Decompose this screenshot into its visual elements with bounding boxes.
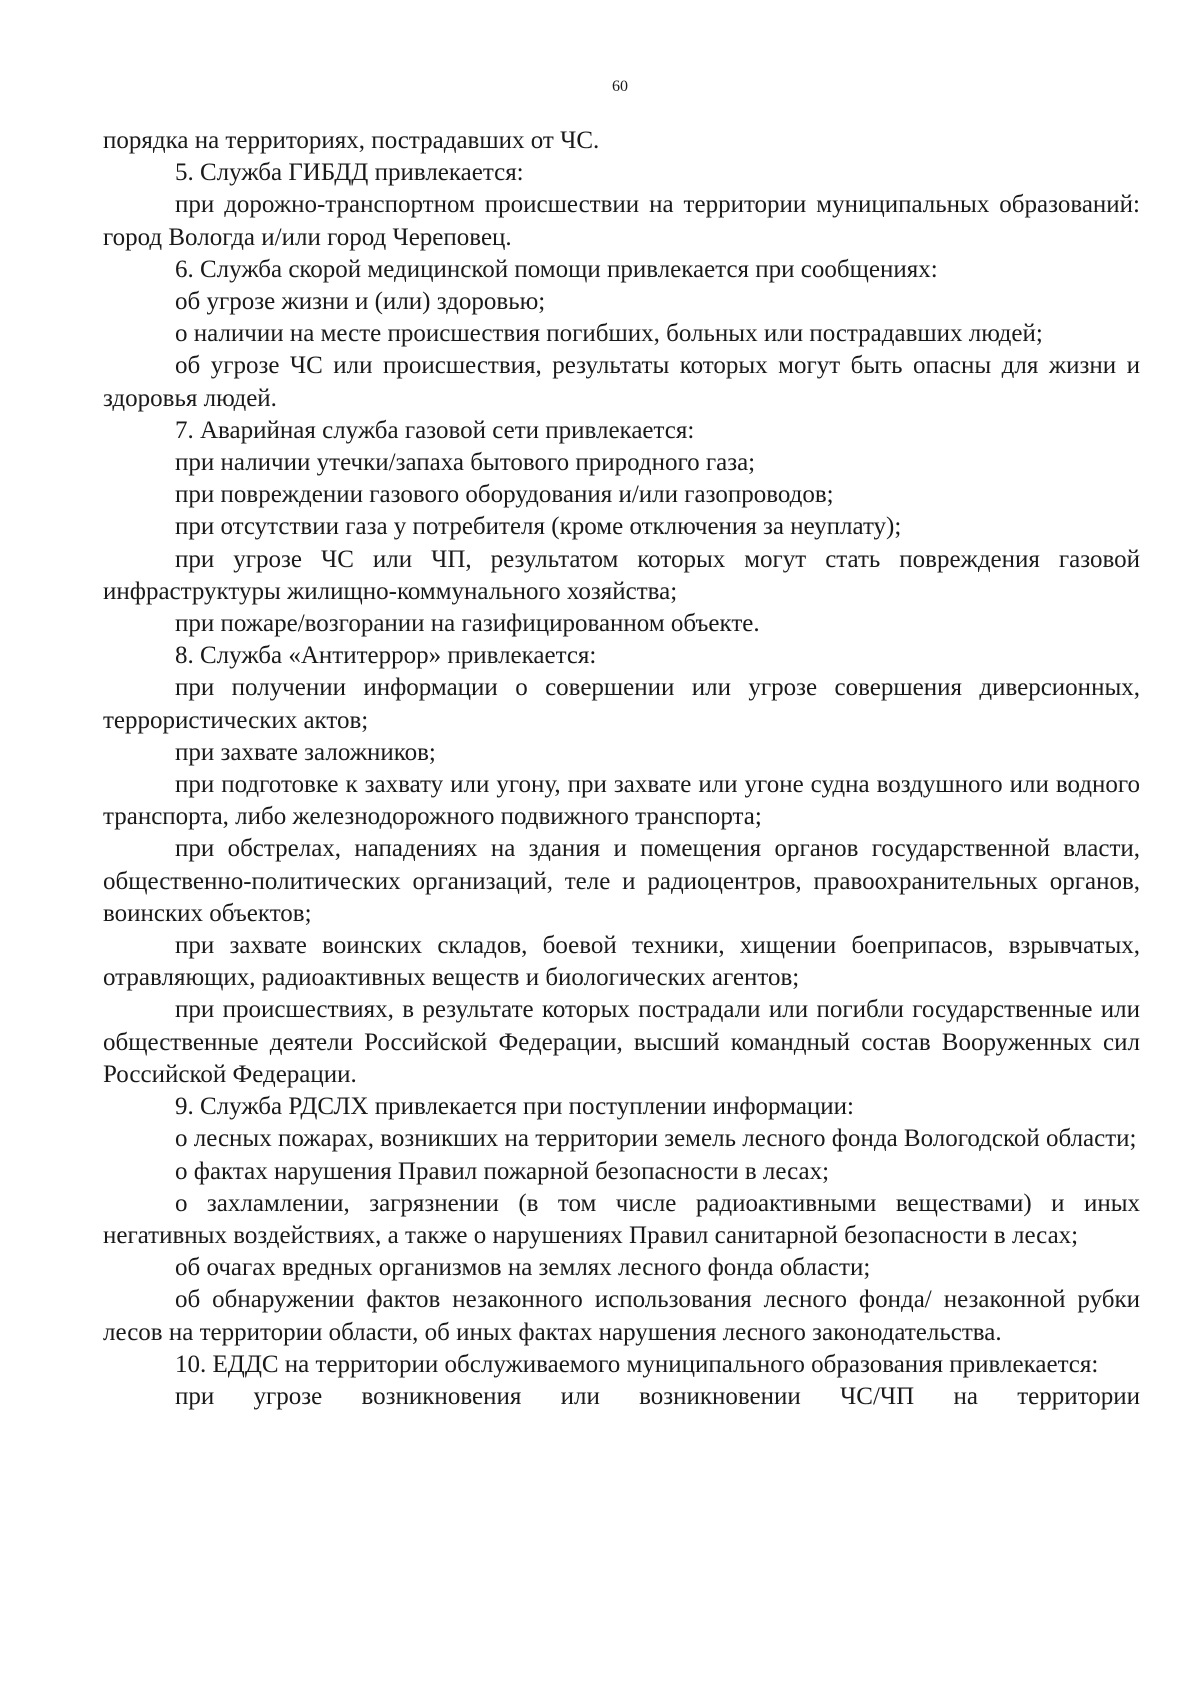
paragraph: при дорожно-транспортном происшествии на территории муниципальных образований: город Вологда и/или город Череповец. [103,191,1140,251]
page-number: 60 [612,78,628,95]
paragraph: 7. Аварийная служба газовой сети привлекается: [175,416,695,444]
paragraph: об угрозе ЧС или происшествия, результаты которых могут быть опасны для жизни и здоровья людей. [103,352,1140,412]
paragraph: при наличии утечки/запаха бытового природного газа; [175,449,756,477]
paragraph: при происшествиях, в результате которых пострадали или погибли государственные или общественные деятели Российской Федерации, высший командный состав Вооруженных сил Российской Федерации. [103,996,1140,1088]
paragraph: об угрозе жизни и (или) здоровью; [175,288,546,316]
paragraph: при подготовке к захвату или угону, при захвате или угоне судна воздушного или водного транспорта, либо железнодорожного подвижного транспорта; [103,771,1140,831]
paragraph: при отсутствии газа у потребителя (кроме отключения за неуплату); [175,513,902,541]
paragraph: при повреждении газового оборудования и/или газопроводов; [175,481,834,509]
paragraph: 6. Служба скорой медицинской помощи привлекается при сообщениях: [175,255,938,283]
paragraph: об обнаружении фактов незаконного использования лесного фонда/ незаконной рубки лесов на территории области, об иных фактах нарушения лесного законодательства. [103,1286,1140,1346]
paragraph: 5. Служба ГИБДД привлекается: [175,159,524,187]
paragraph: о лесных пожарах, возникших на территории земель лесного фонда Вологодской области; [175,1125,1137,1153]
paragraph: при захвате воинских складов, боевой техники, хищении боеприпасов, взрывчатых, отравляющих, радиоактивных веществ и биологических агентов; [103,932,1140,992]
paragraph: 10. ЕДДС на территории обслуживаемого муниципального образования привлекается: [175,1350,1099,1378]
paragraph: при получении информации о совершении или угрозе совершения диверсионных, террористических актов; [103,674,1140,734]
paragraph: о наличии на месте происшествия погибших, больных или пострадавших людей; [175,320,1043,348]
paragraph: об очагах вредных организмов на землях лесного фонда области; [175,1254,871,1282]
paragraph: порядка на территориях, пострадавших от ЧС. [103,127,600,154]
paragraph: при обстрелах, нападениях на здания и помещения органов государственной власти, общественно-политических организаций, теле и радиоцентров, правоохранительных органов, воинских объектов; [103,835,1140,927]
document-body [103,125,1140,1413]
paragraph: при захвате заложников; [175,738,436,766]
paragraph: 9. Служба РДСЛХ привлекается при поступлении информации: [175,1093,855,1121]
paragraph: при угрозе ЧС или ЧП, результатом которых могут стать повреждения газовой инфраструктуры жилищно-коммунального хозяйства; [103,545,1140,605]
paragraph-continued: при угрозе возникновения или возникновении ЧС/ЧП на территории [175,1382,1140,1410]
paragraph: при пожаре/возгорании на газифицированном объекте. [175,610,760,638]
paragraph: о фактах нарушения Правил пожарной безопасности в лесах; [175,1157,830,1185]
paragraph: 8. Служба «Антитеррор» привлекается: [175,642,597,670]
paragraph: о захламлении, загрязнении (в том числе радиоактивными веществами) и иных негативных воздействиях, а также о нарушениях Правил санитарной безопасности в лесах; [103,1189,1140,1249]
